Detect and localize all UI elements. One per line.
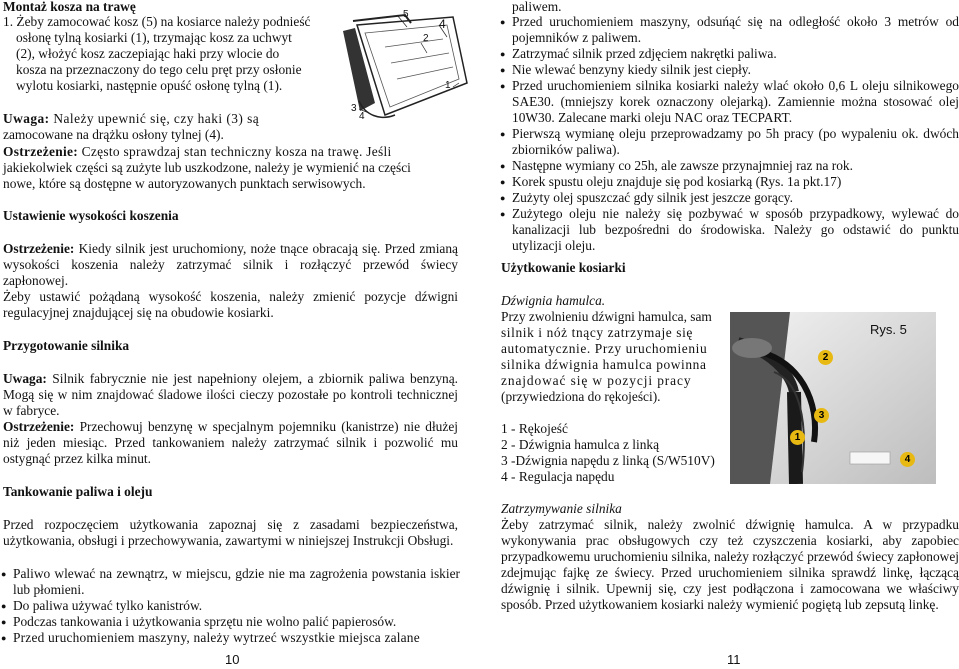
hand (732, 338, 772, 358)
lever-line: (przywiedziona do rękojeści). (501, 389, 661, 404)
lever-line: znajdować się w pozycji pracy (501, 373, 692, 388)
height-warning (3, 241, 458, 289)
right-bullet: ● Nie wlewać benzyny kiedy silnik jest ciepły. (512, 62, 751, 78)
lever-line: silnik i nóż tnący zatrzymaje się (501, 325, 693, 340)
handle-photo-figure (730, 312, 936, 484)
heading-mount: Montaż kosza na trawę (3, 0, 136, 14)
callout-badge: 1 (790, 430, 805, 445)
stop-instructions: Żeby zatrzymać silnik, należy zwolnić dźwignię hamulca. A w przypadku wykonywania prac obsługowych czy też czyszczenia kosiarki, aby zapobiec przypadkowemu uruchomieniu silnika, należy rozłączyć przewód świecy zapłonowej zdejmując fajkę ze świecy. Przed uruchomieniem silnika sprawdź linkę, łączącą dźwignię i silnik. Upewnij się, czy jest podłączona i zamocowana we właściwy sposób. Przed użytkowaniem kosiarki należy wymienić pogiętą lub zepsutą linkę. (501, 517, 959, 612)
height-instructions: Żeby ustawić pożądaną wysokość koszenia, należy zmienić pozycje dźwigni regulacyjnej znajdującej się na obudowie kosiarki. (3, 289, 458, 320)
part-item: 1 - Rękojeść (501, 421, 568, 436)
engine-warning (3, 371, 458, 419)
right-bullet: ● Zużytego oleju nie należy się pozbywać w sposób przypadkowy, wylewać do kanalizacji lub bezpośredni do środowiska. Należy go odstawić do punktu utylizacji oleju. (512, 206, 959, 254)
continued-line: paliwem. (512, 0, 562, 14)
caution-text-2: jakiekolwiek części są zużyte lub uszkodzone, należy je wymienić na części (3, 160, 411, 175)
caution-text: Często sprawdzaj stan techniczny kosza na trawę. (77, 144, 363, 159)
warning-text: Należy upewnić się, czy haki (3) są (49, 111, 260, 126)
fuel-bullet: ● Do paliwa używać tylko kanistrów. (13, 598, 202, 614)
caution-text: Jeśli (362, 144, 392, 159)
warning-text-2: zamocowane na drążku osłony tylnej (4). (3, 127, 224, 142)
warning-label: Ostrzeżenie: (3, 241, 75, 256)
figure-label: 5 (403, 9, 409, 20)
lever-line: Przy zwolnieniu dźwigni hamulca, sam (501, 309, 712, 324)
part-item: 2 - Dźwignia hamulca z linką (501, 437, 660, 452)
mount-line: osłonę tylną kosiarki (1), trzymając kosz za uchwyt (16, 30, 292, 45)
page-number: 11 (727, 652, 741, 667)
heading-usage: Użytkowanie kosiarki (501, 260, 626, 275)
engine-caution (3, 419, 458, 467)
heading-cutting-height: Ustawienie wysokości koszenia (3, 208, 179, 223)
figure-label: 4 (439, 17, 446, 31)
warning-hooks (3, 111, 259, 127)
page-number: 10 (225, 652, 240, 667)
fuel-bullet: ● Paliwo wlewać na zewnątrz, w miejscu, gdzie nie ma zagrożenia powstania iskier lub płomieni. (13, 566, 460, 598)
grass-catcher-figure (335, 3, 475, 128)
right-bullet: ● Zatrzymać silnik przed zdjęciem nakrętki paliwa. (512, 46, 777, 62)
warning-text: Silnik fabrycznie nie jest napełniony olejem, a zbiornik paliwa benzyną. Mogą się w nim znajdować śladowe ilości cieczy pozostałe po kontroli technicznej w fabryce. (3, 371, 458, 418)
fuel-bullet: ● Przed uruchomieniem maszyny, należy wytrzeć wszystkie miejsca zalane (13, 630, 420, 646)
figure-label: 1 (445, 80, 451, 91)
right-bullet: ● Przed uruchomieniem silnika kosiarki należy wlać około 0,6 L oleju silnikowego SAE30. (mniejszy korek oznaczony olejarką). Zamiennie można stosować olej 10W30. Zalecane marki oleju NAC oraz TECPART. (512, 78, 959, 126)
figure-label: 3 (351, 103, 357, 114)
right-bullet: ● Następne wymiany co 25h, ale zawsze przynajmniej raz na rok. (512, 158, 853, 174)
warning-label: Uwaga: (3, 111, 50, 126)
part-item: 3 -Dźwignia napędu z linką (S/W510V) (501, 453, 715, 468)
right-bullet: ● Pierwszą wymianę oleju przeprowadzamy po 5h pracy (po wypaleniu ok. dwóch zbiorników paliwa). (512, 126, 959, 158)
part-item: 4 - Regulacja napędu (501, 469, 615, 484)
right-bullet: ● Przed uruchomieniem maszyny, odsuńąć się na odległość około 3 metrów od pojemników z paliwem. (512, 14, 959, 46)
warning-text: Kiedy silnik jest uruchomiony, noże tnące obracają się. Przed zmianą wysokości koszenia należy zatrzymać silnik i rozłączyć przewód świecy zapłonowej. (3, 241, 458, 288)
left-page (0, 0, 479, 669)
callout-badge: 4 (900, 452, 915, 467)
fuel-intro: Przed rozpoczęciem użytkowania zapoznaj się z zasadami bezpieczeństwa, użytkowania, obsługi i przechowywania, zawartymi w niniejszej Instrukcji Obsługi. (3, 517, 458, 548)
right-bullet: ● Korek spustu oleju znajduje się pod kosiarką (Rys. 1a pkt.17) (512, 174, 841, 190)
figure-caption: Rys. 5 (870, 322, 907, 337)
mount-line: wylotu kosiarki, następnie opuść osłonę tylną (1). (16, 78, 283, 93)
caution-label: Ostrzeżenie: (3, 419, 75, 434)
callout-badge: 2 (818, 350, 833, 365)
lever-line: silnika dźwignia hamulca powinna (501, 357, 707, 372)
callout-badge: 3 (814, 408, 829, 423)
caution-text-3: nowe, które są dostępne w autoryzowanych punktach serwisowych. (3, 176, 366, 191)
right-page (480, 0, 959, 669)
caution-label: Ostrzeżenie: (3, 144, 78, 159)
mount-line: kosza na przeznaczony do tego celu pręt przy osłonie (16, 62, 302, 77)
caution-text: Przechowuj benzynę w specjalnym pojemniku (kanistrze) nie dłużej niż jeden miesiąc. Przed tankowaniem należy zatrzymać silnik i pozwolić mu ostygnąć przez kilka minut. (3, 419, 458, 466)
figure-label: 4 (359, 111, 365, 122)
right-bullet: ● Zużyty olej spuszczać gdy silnik jest jeszcze gorący. (512, 190, 793, 206)
subheading-brake-lever: Dźwignia hamulca. (501, 293, 606, 308)
subheading-stopping-engine: Zatrzymywanie silnika (501, 501, 622, 516)
wall-socket (850, 452, 890, 464)
warning-label: Uwaga: (3, 371, 47, 386)
fuel-bullet: ● Podczas tankowania i użytkowania sprzętu nie wolno palić papierosów. (13, 614, 396, 630)
figure-label: 2 (423, 33, 429, 44)
heading-engine-prep: Przygotowanie silnika (3, 338, 130, 353)
lever-line: automatycznie. Przy uruchomieniu (501, 341, 708, 356)
caution-basket (3, 144, 392, 160)
heading-fueling: Tankowanie paliwa i oleju (3, 484, 153, 499)
mount-line: (2), włożyć kosz zaczepiając haki przy wlocie do (16, 46, 280, 61)
mount-line: 1. Żeby zamocować kosz (5) na kosiarce należy podnieść (3, 14, 311, 29)
